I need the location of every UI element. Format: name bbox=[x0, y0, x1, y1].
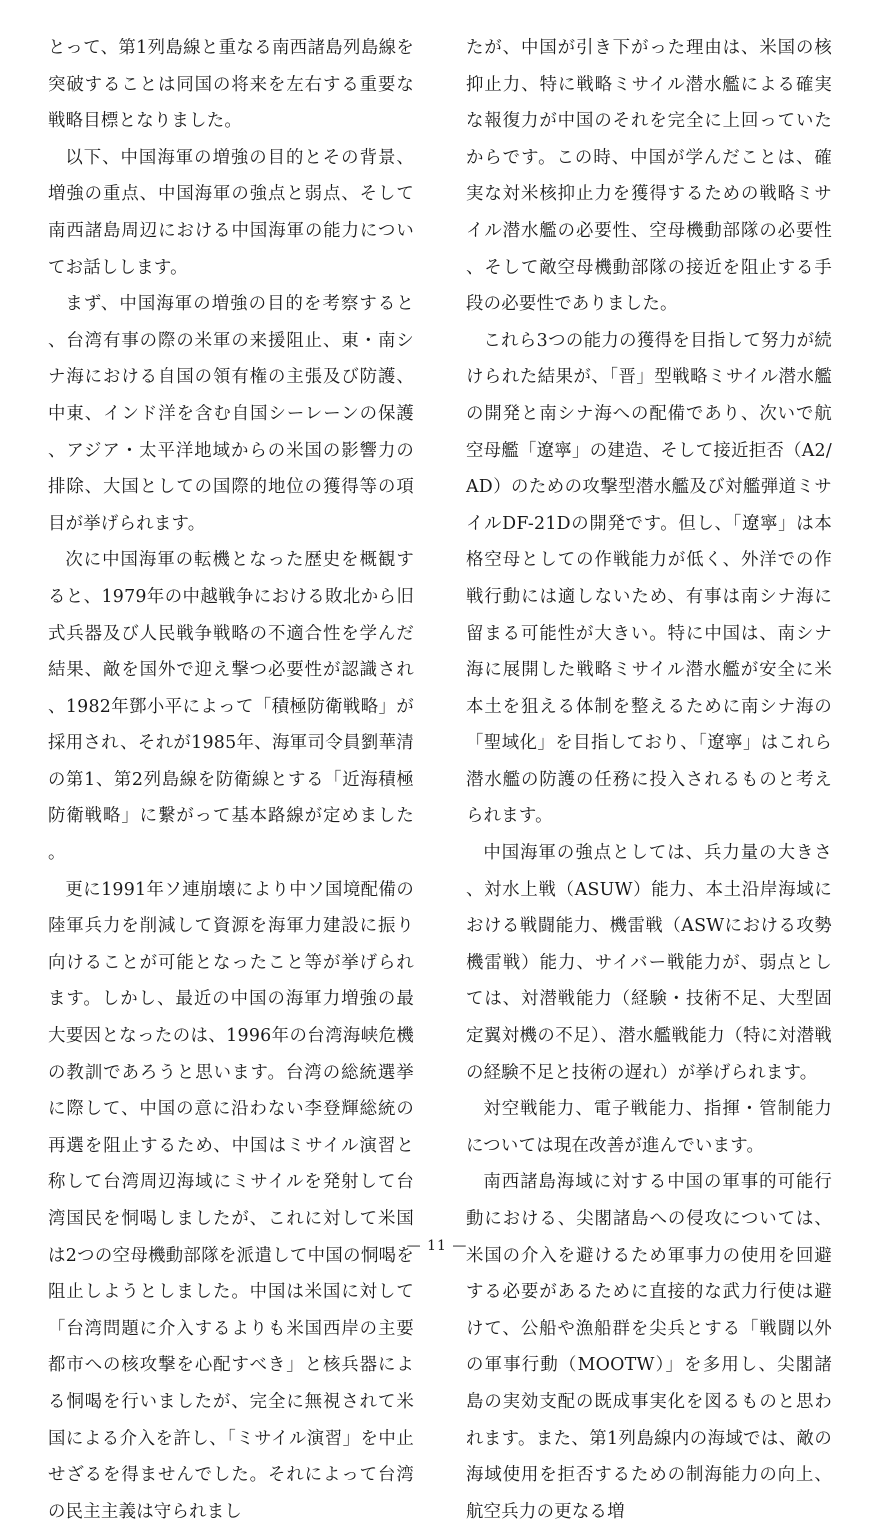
paragraph: 南西諸島海域に対する中国の軍事的可能行動における、尖閣諸島への侵攻については、米国の介入を避けるため軍事力の使用を回避する必要があるために直接的な武力行使は避けて、公船や漁船群を尖兵とする「戦闘以外の軍事行動（MOOTW）」を多用し、尖閣諸島の実効支配の既成事実化を図るものと思われます。また、第1列島線内の海域では、敵の海域使用を拒否するための制海能力の向上、航空兵力の更なる増 bbox=[466, 1172, 832, 1522]
paragraph: 次に中国海軍の転機となった歴史を概観すると、1979年の中越戦争における敗北から旧式兵器及び人民戦争戦略の不適合性を学んだ結果、敵を国外で迎え撃つ必要性が認識され、1982年鄧小平によって「積極防衛戦略」が採用され、それが1985年、海軍司令員劉華清の第1、第2列島線を防衛線とする「近海積極防衛戦略」に繋がって基本路線が定めました。 bbox=[48, 550, 414, 864]
right-column bbox=[466, 30, 832, 1530]
paragraph: たが、中国が引き下がった理由は、米国の核抑止力、特に戦略ミサイル潜水艦による確実な報復力が中国のそれを完全に上回っていたからです。この時、中国が学んだことは、確実な対米核抑止力を獲得するための戦略ミサイル潜水艦の必要性、空母機動部隊の必要性、そして敵空母機動部隊の接近を阻止する手段の必要性でありました。 bbox=[466, 38, 832, 315]
paragraph: まず、中国海軍の増強の目的を考察すると、台湾有事の際の米軍の来援阻止、東・南シナ海における自国の領有権の主張及び防護、中東、インド洋を含む自国シーレーンの保護、アジア・太平洋地域からの米国の影響力の排除、大国としての国際的地位の獲得等の項目が挙げられます。 bbox=[48, 294, 414, 534]
paragraph: 以下、中国海軍の増強の目的とその背景、増強の重点、中国海軍の強点と弱点、そして南西諸島周辺における中国海軍の能力についてお話しします。 bbox=[48, 147, 414, 278]
paragraph: 更に1991年ソ連崩壊により中ソ国境配備の陸軍兵力を削減して資源を海軍力建設に振り向けることが可能となったこと等が挙げられます。しかし、最近の中国の海軍力増強の最大要因となったのは、1996年の台湾海峡危機の教訓であろうと思います。台湾の総統選挙に際して、中国の意に沿わない李登輝総統の再選を阻止するため、中国はミサイル演習と称して台湾周辺海域にミサイルを発射して台湾国民を恫喝しましたが、これに対して米国は2つの空母機動部隊を派遣して中国の恫喝を阻止しようとしました。中国は米国に対して「台湾問題に介入するよりも米国西岸の主要都市への核攻撃を心配すべき」と核兵器による恫喝を行いましたが、完全に無視されて米国による介入を許し、「ミサイル演習」を中止せざるを得ませんでした。それによって台湾の民主主義は守られまし bbox=[48, 879, 414, 1522]
paragraph: これら3つの能力の獲得を目指して努力が続けられた結果が、「晋」型戦略ミサイル潜水艦の開発と南シナ海への配備であり、次いで航空母艦「遼寧」の建造、そして接近拒否（A2/AD）のための攻撃型潜水艦及び対艦弾道ミサイルDF-21Dの開発です。但し、「遼寧」は本格空母としての作戦能力が低く、外洋での作戦行動には適しないため、有事は南シナ海に留まる可能性が大きい。特に中国は、南シナ海に展開した戦略ミサイル潜水艦が安全に米本土を狙える体制を整えるために南シナ海の「聖域化」を目指しており、「遼寧」はこれら潜水艦の防護の任務に投入されるものと考えられます。 bbox=[466, 330, 832, 827]
paragraph: とって、第1列島線と重なる南西諸島列島線を突破することは同国の将来を左右する重要な戦略目標となりました。 bbox=[48, 38, 414, 132]
paragraph: 中国海軍の強点としては、兵力量の大きさ、対水上戦（ASUW）能力、本土沿岸海域における戦闘能力、機雷戦（ASWにおける攻勢機雷戦）能力、サイバー戦能力が、弱点としては、対潜戦能力（経験・技術不足、大型固定翼対機の不足）、潜水艦戦能力（特に対潜戦の経験不足と技術の遅れ）が挙げられます。 bbox=[466, 843, 832, 1083]
paragraph: 対空戦能力、電子戦能力、指揮・管制能力については現在改善が進んでいます。 bbox=[466, 1099, 832, 1156]
left-column bbox=[48, 30, 414, 1530]
page-number: — 11 — bbox=[406, 1238, 468, 1254]
